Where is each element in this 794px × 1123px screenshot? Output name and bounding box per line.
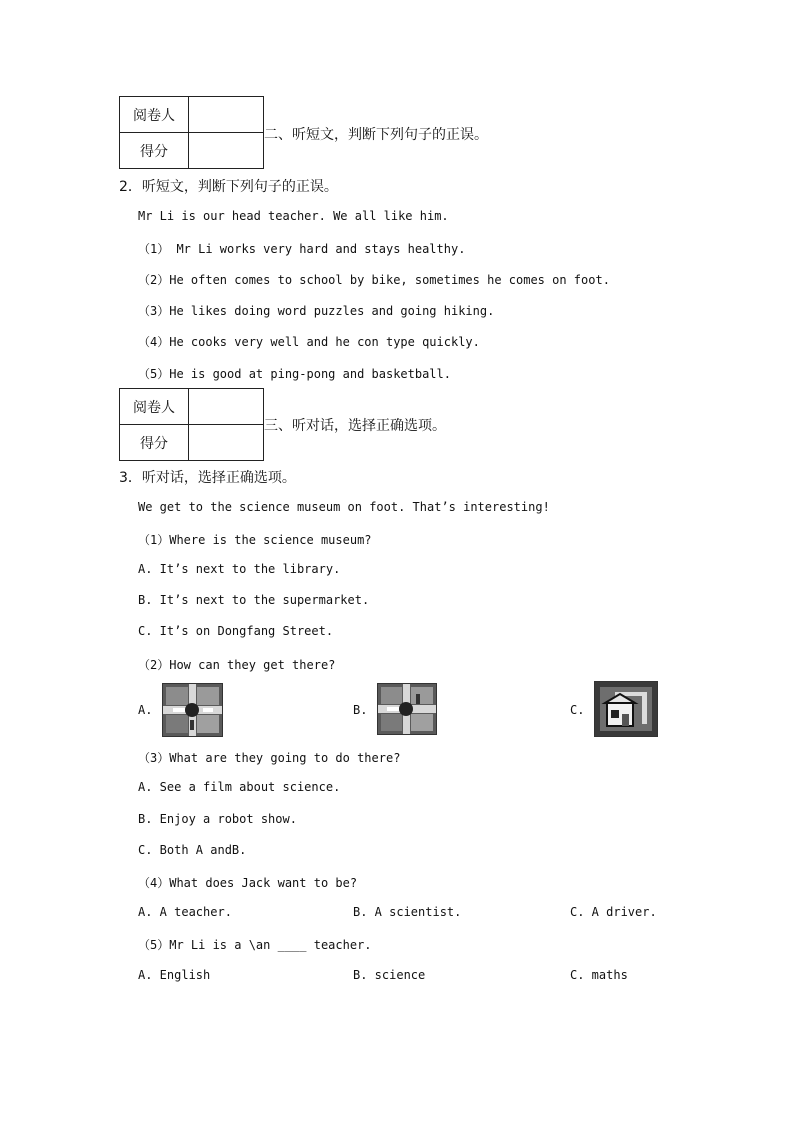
q1-stem: （1）Where is the science museum? (138, 533, 372, 547)
q1-option-b: B. It’s next to the supermarket. (138, 593, 370, 607)
q2-stem: （2）How can they get there? (138, 658, 336, 672)
score-label: 得分 (120, 425, 189, 461)
q4-option-a: A. A teacher. (138, 905, 232, 919)
q3-option-c: C. Both A andB. (138, 843, 247, 857)
map-icon (377, 683, 437, 735)
score-table-section2 (119, 96, 264, 169)
score-label: 得分 (120, 133, 189, 169)
score-field[interactable] (189, 133, 264, 169)
grader-field[interactable] (189, 389, 264, 425)
question2-heading: 2．听短文，判断下列句子的正误。 (119, 179, 338, 195)
q3-option-a: A. See a film about science. (138, 780, 341, 794)
score-field[interactable] (189, 425, 264, 461)
q4-option-c: C. A driver. (570, 905, 657, 919)
q2-option-b: B. (353, 703, 368, 717)
q1-option-a: A. It’s next to the library. (138, 562, 341, 576)
q4-stem: （4）What does Jack want to be? (138, 876, 358, 890)
grader-field[interactable] (189, 97, 264, 133)
question3-passage: We get to the science museum on foot. That’s interesting! (138, 500, 550, 514)
section3-title: 三、听对话，选择正确选项。 (264, 418, 446, 434)
score-table-section3 (119, 388, 264, 461)
grader-label: 阅卷人 (120, 97, 189, 133)
q4-option-b: B. A scientist. (353, 905, 462, 919)
q3-option-b: B. Enjoy a robot show. (138, 812, 297, 826)
question2-item: （2）He often comes to school by bike, sometimes he comes on foot. (138, 273, 610, 287)
q5-stem: （5）Mr Li is a \an ____ teacher. (138, 938, 372, 952)
section2-title: 二、听短文，判断下列句子的正误。 (264, 127, 488, 143)
q2-option-c: C. (570, 703, 585, 717)
question2-item: （5）He is good at ping-pong and basketball. (138, 367, 451, 381)
question2-item: （1） Mr Li works very hard and stays healthy. (138, 242, 466, 256)
question2-item: （3）He likes doing word puzzles and going hiking. (138, 304, 495, 318)
map-icon (162, 683, 223, 737)
question2-item: （4）He cooks very well and he con type quickly. (138, 335, 480, 349)
question3-heading: 3．听对话，选择正确选项。 (119, 470, 296, 486)
question2-passage: Mr Li is our head teacher. We all like him. (138, 209, 449, 223)
building-icon (594, 681, 658, 737)
q2-option-a: A. (138, 703, 153, 717)
q5-option-a: A. English (138, 968, 211, 982)
q5-option-b: B. science (353, 968, 426, 982)
grader-label: 阅卷人 (120, 389, 189, 425)
q3-stem: （3）What are they going to do there? (138, 751, 401, 765)
q1-option-c: C. It’s on Dongfang Street. (138, 624, 334, 638)
q5-option-c: C. maths (570, 968, 628, 982)
